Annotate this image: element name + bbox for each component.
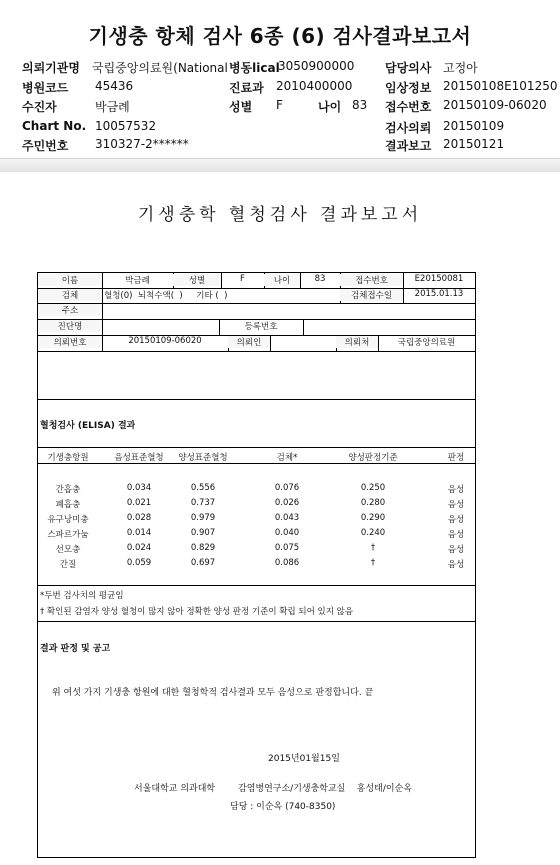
address-label: 주소	[38, 304, 102, 316]
cell-negative: 0.059	[126, 558, 152, 568]
request-place-label: 의뢰처	[336, 336, 378, 348]
conclusion-title: 결과 판정 및 공고	[40, 644, 111, 654]
rrn-value: 310327-2******	[95, 137, 189, 151]
dept-value: 2010400000	[276, 79, 353, 93]
diagnosis-label: 진단명	[38, 320, 102, 332]
cell-negative: 0.021	[126, 498, 152, 508]
specimen-date-value: 2015.01.13	[414, 289, 464, 299]
cell-criteria: 0.250	[360, 483, 386, 493]
cell-specimen: 0.040	[274, 528, 300, 538]
patient-value: 박금례	[95, 100, 130, 114]
sex-label: 성별	[173, 274, 221, 286]
col-header-criteria: 양성판정기준	[348, 453, 398, 463]
cell-positive: 0.737	[190, 498, 216, 508]
rrn-label: 주민번호	[22, 139, 69, 153]
registration-label: 등록번호	[244, 322, 278, 332]
cell-criteria: 0.240	[360, 528, 386, 538]
cell-antigen: 폐흡충	[55, 500, 81, 510]
cell-criteria: 0.280	[360, 498, 386, 508]
dept-label: 진료과	[229, 81, 264, 95]
institution-overflow: 병동lical	[229, 61, 280, 75]
cell-negative: 0.034	[126, 483, 152, 493]
clinical-label: 임상정보	[385, 81, 432, 95]
doctor-label: 담당의사	[385, 61, 432, 75]
grid-line	[38, 447, 475, 448]
cell-criteria: †	[370, 558, 376, 568]
cell-specimen: 0.043	[274, 513, 300, 523]
col-header-positive: 양성표준혈청	[178, 453, 228, 463]
cell-antigen: 간질	[59, 560, 77, 570]
col-header-result: 판정	[447, 453, 465, 463]
receipt-label: 접수번호	[340, 274, 403, 286]
cell-result: 음성	[447, 485, 465, 495]
cell-result: 음성	[447, 530, 465, 540]
hospital-code-value: 45436	[95, 79, 134, 93]
sign-date: 2015년01월15일	[268, 754, 340, 764]
specimen-date-label: 검체접수일	[340, 289, 403, 301]
specimen-label: 검체	[38, 289, 102, 301]
cell-positive: 0.556	[190, 483, 216, 493]
elisa-title: 혈청검사 (ELISA) 결과	[40, 421, 136, 431]
request-place-value: 국립중앙의료원	[397, 338, 456, 348]
name-value: 박금례	[125, 276, 150, 286]
clinical-value: 20150108E101250	[443, 79, 558, 93]
cell-criteria: 0.290	[360, 513, 386, 523]
sign-contact: 담당 : 이순옥 (740-8350)	[230, 802, 336, 812]
cell-antigen: 선모충	[55, 545, 81, 555]
cell-negative: 0.014	[126, 528, 152, 538]
cell-antigen: 스파르가눔	[47, 530, 89, 540]
grid-line	[38, 585, 475, 586]
col-header-specimen: 검체*	[276, 453, 298, 463]
request-label: 검사의뢰	[385, 121, 432, 135]
report-form	[37, 272, 476, 858]
age-value: 83	[352, 98, 368, 112]
report-title: 기생충학 혈청검사 결과보고서	[137, 205, 423, 225]
report-date-value: 20150121	[443, 137, 505, 151]
chart-no-label: Chart No.	[22, 119, 87, 133]
report-date-label: 결과보고	[385, 139, 432, 153]
request-no-label: 의뢰번호	[38, 336, 102, 348]
cell-specimen: 0.026	[274, 498, 300, 508]
cell-specimen: 0.086	[274, 558, 300, 568]
grid-line	[38, 621, 475, 622]
conclusion-text: 위 여섯 가지 기생충 항원에 대한 혈청학적 검사결과 모두 음성으로 판정합니다. 끝	[52, 688, 374, 698]
doctor-value: 고정아	[443, 61, 478, 75]
sex-value: F	[240, 274, 245, 284]
cell-negative: 0.024	[126, 543, 152, 553]
sex-label: 성별	[229, 100, 253, 114]
cell-negative: 0.028	[126, 513, 152, 523]
cell-result: 음성	[447, 560, 465, 570]
cell-antigen: 간흡충	[55, 485, 81, 495]
grid-line	[38, 399, 475, 400]
receipt-value: E20150081	[414, 274, 464, 284]
grid-line	[38, 463, 475, 464]
institution-code: 3050900000	[278, 59, 355, 73]
col-header-negative: 음성표준혈청	[114, 453, 164, 463]
cell-result: 음성	[447, 500, 465, 510]
report-header	[0, 0, 560, 162]
grid-line	[38, 303, 475, 304]
cell-positive: 0.829	[190, 543, 216, 553]
cell-positive: 0.697	[190, 558, 216, 568]
request-no-value: 20150109-06020	[128, 336, 202, 346]
age-label: 나이	[318, 100, 342, 114]
cell-specimen: 0.076	[274, 483, 300, 493]
cell-criteria: †	[370, 543, 376, 553]
name-label: 이름	[38, 274, 102, 286]
request-value: 20150109	[443, 119, 505, 133]
col-header-antigen: 기생충항원	[47, 453, 89, 463]
cell-specimen: 0.075	[274, 543, 300, 553]
section-divider	[0, 158, 560, 172]
sex-value: F	[276, 98, 283, 112]
institution-value: 국립중앙의료원(National	[92, 61, 228, 75]
hospital-code-label: 병원코드	[22, 81, 69, 95]
grid-line	[38, 351, 475, 352]
page-title: 기생충 항체 검사 6종 (6) 검사결과보고서	[88, 24, 472, 48]
patient-label: 수진자	[22, 100, 57, 114]
cell-positive: 0.907	[190, 528, 216, 538]
cell-positive: 0.979	[190, 513, 216, 523]
scanned-report	[0, 172, 560, 865]
receipt-label: 접수번호	[385, 100, 432, 114]
grid-line	[303, 319, 304, 335]
requester-label: 의뢰인	[228, 336, 270, 348]
age-value: 83	[314, 274, 326, 284]
chart-no-value: 10057532	[95, 119, 157, 133]
age-label: 나이	[264, 274, 300, 286]
note-criteria: † 확인된 감염자 양성 혈청이 많지 않아 정확한 양성 판정 기준이 확립 되어 있지 않음	[40, 607, 354, 617]
sign-organization: 서울대학교 의과대학 감염병연구소/기생충학교실 홍성태/이순옥	[134, 784, 412, 794]
cell-result: 음성	[447, 515, 465, 525]
grid-line	[270, 335, 271, 351]
specimen-value: 혈청(0) 뇌척수액( ) 기타 ( )	[104, 291, 228, 301]
cell-result: 음성	[447, 545, 465, 555]
cell-antigen: 유구낭미충	[47, 515, 89, 525]
receipt-value: 20150109-06020	[443, 98, 547, 112]
institution-label: 의뢰기관명	[22, 61, 80, 75]
note-average: *두번 검사치의 평균임	[40, 591, 124, 601]
